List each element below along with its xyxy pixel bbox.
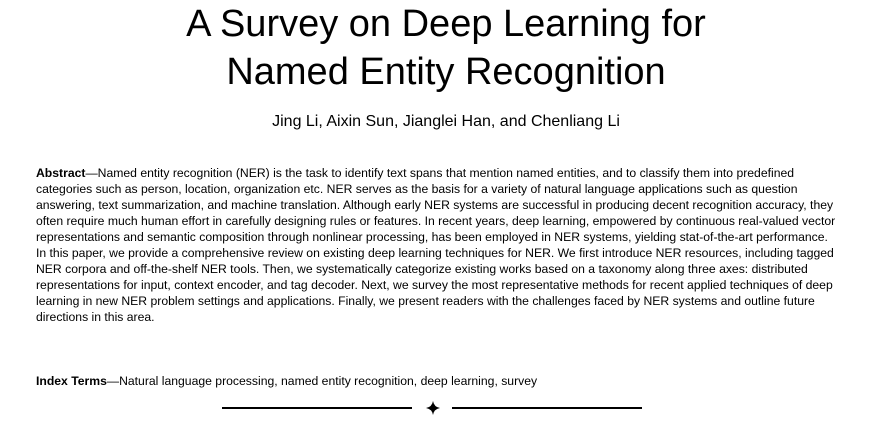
section-separator	[222, 400, 642, 416]
index-terms-label: Index Terms	[36, 374, 107, 388]
paper-title-line-2: Named Entity Recognition	[226, 51, 666, 93]
author-list: Jing Li, Aixin Sun, Jianglei Han, and Chenliang Li	[272, 113, 620, 130]
diamond-icon	[426, 401, 440, 415]
paper-title	[0, 0, 892, 96]
abstract-text: —Named entity recognition (NER) is the task to identify text spans that mention named entities, and to classify them into predefined categories such as person, location, organization etc. NER serves as the basis for a variety of natural language applications such as question answering, text summarization, and machine translation. Although early NER systems are successful in producing decent recognition accuracy, they often require much human effort in carefully designing rules or features. In recent years, deep learning, empowered by continuous real-valued vector representations and semantic composition through nonlinear processing, has been employed in NER systems, yielding stat-of-the-art performance. In this paper, we provide a comprehensive review on existing deep learning techniques for NER. We first introduce NER resources, including tagged NER corpora and off-the-shelf NER tools. Then, we systematically categorize existing works based on a taxonomy along three axes: distributed representations for input, context encoder, and tag decoder. Next, we survey the most representative methods for recent applied techniques of deep learning in new NER problem settings and applications. Finally, we present readers with the challenges faced by NER systems and outline future directions in this area.	[36, 166, 836, 324]
paper-title-line-1: A Survey on Deep Learning for	[186, 3, 706, 45]
abstract-label: Abstract	[36, 166, 86, 180]
separator-rule-right	[452, 407, 642, 409]
index-terms-paragraph	[36, 373, 836, 389]
abstract-paragraph	[36, 166, 836, 326]
separator-rule-left	[222, 407, 412, 409]
index-terms-text: —Natural language processing, named entity recognition, deep learning, survey	[106, 374, 538, 388]
